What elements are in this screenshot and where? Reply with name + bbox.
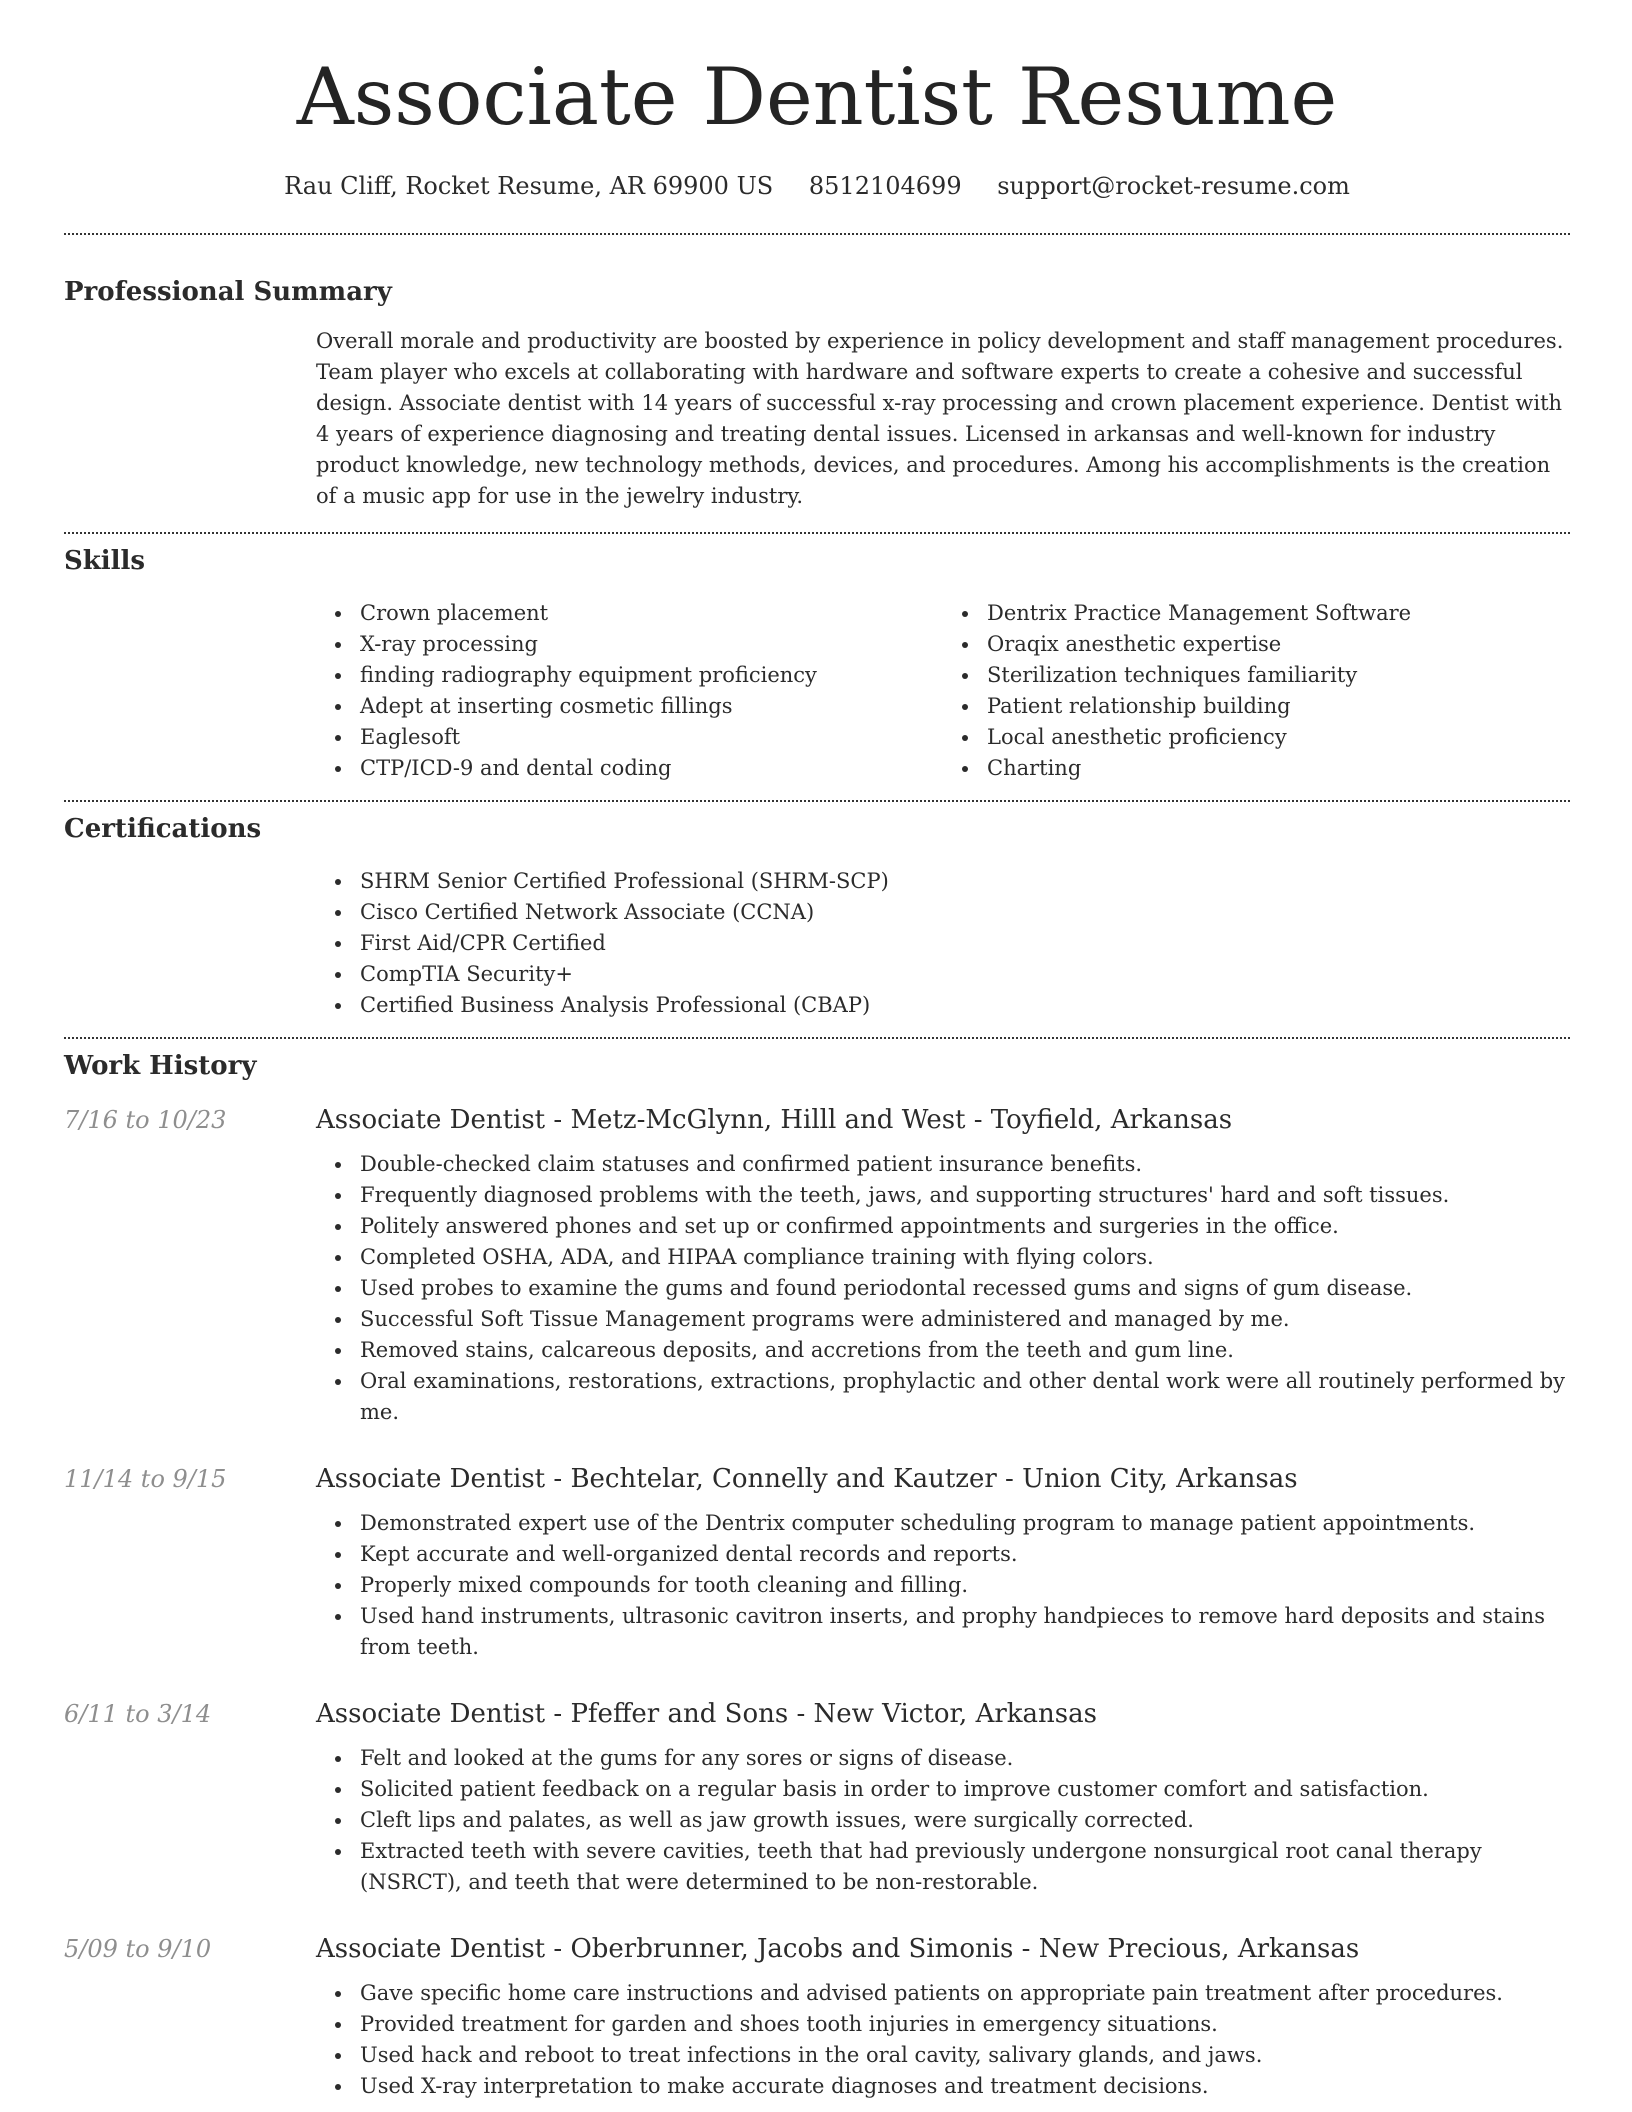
contact-email: support@rocket-resume.com [997, 172, 1350, 200]
skill-item: Crown placement [360, 598, 943, 629]
certification-item: First Aid/CPR Certified [360, 928, 1570, 959]
page-title: Associate Dentist Resume [296, 51, 1338, 143]
job-dates: 6/11 to 3/14 [64, 1700, 212, 1728]
job-bullet: Kept accurate and well-organized dental records and reports. [360, 1539, 1570, 1570]
skill-item: Sterilization techniques familiarity [987, 660, 1570, 691]
skills-list [316, 598, 1570, 784]
job-bullet: Politely answered phones and set up or confirmed appointments and surgeries in the office. [360, 1211, 1570, 1242]
skill-item: Local anesthetic proficiency [987, 722, 1570, 753]
skill-item: Eaglesoft [360, 722, 943, 753]
skill-item: Oraqix anesthetic expertise [987, 629, 1570, 660]
divider [64, 1037, 1570, 1039]
skill-item: Adept at inserting cosmetic fillings [360, 691, 943, 722]
job-bullet: Felt and looked at the gums for any sores or signs of disease. [360, 1743, 1570, 1774]
job-title: Associate Dentist - Oberbrunner, Jacobs and Simonis - New Precious, Arkansas [316, 1934, 1360, 1964]
job-dates: 7/16 to 10/23 [64, 1106, 227, 1134]
contact-phone: 8512104699 [808, 172, 962, 200]
skill-item: Patient relationship building [987, 691, 1570, 722]
job-bullet: Properly mixed compounds for tooth cleaning and filling. [360, 1570, 1570, 1601]
resume-page [64, 0, 1570, 2102]
certification-item: Cisco Certified Network Associate (CCNA) [360, 897, 1570, 928]
divider [64, 532, 1570, 534]
certifications-list [316, 866, 1570, 1021]
job-bullet: Demonstrated expert use of the Dentrix computer scheduling program to manage patient appointments. [360, 1508, 1570, 1539]
skills-column-left [316, 598, 943, 784]
contact-line [64, 169, 1570, 203]
job-bullet: Used hand instruments, ultrasonic cavitron inserts, and prophy handpieces to remove hard deposits and stains from teeth. [360, 1601, 1570, 1663]
job-entry [64, 1697, 1570, 1898]
divider [64, 233, 1570, 235]
job-bullet: Frequently diagnosed problems with the teeth, jaws, and supporting structures' hard and soft tissues. [360, 1180, 1570, 1211]
job-bullet: Completed OSHA, ADA, and HIPAA compliance training with flying colors. [360, 1242, 1570, 1273]
section-title-skills: Skills [64, 546, 146, 576]
certification-item: SHRM Senior Certified Professional (SHRM-SCP) [360, 866, 1570, 897]
job-dates: 11/14 to 9/15 [64, 1465, 227, 1493]
job-bullet: Double-checked claim statuses and confirmed patient insurance benefits. [360, 1149, 1570, 1180]
divider [64, 800, 1570, 802]
job-bullet: Extracted teeth with severe cavities, teeth that had previously undergone nonsurgical root canal therapy (NSRCT), and teeth that were determined to be non-restorable. [360, 1836, 1570, 1898]
job-bullet: Removed stains, calcareous deposits, and accretions from the teeth and gum line. [360, 1335, 1570, 1366]
job-bullet: Cleft lips and palates, as well as jaw growth issues, were surgically corrected. [360, 1805, 1570, 1836]
skill-item: X-ray processing [360, 629, 943, 660]
section-title-summary: Professional Summary [64, 277, 392, 307]
job-bullet: Used probes to examine the gums and found periodontal recessed gums and signs of gum disease. [360, 1273, 1570, 1304]
section-title-certifications: Certifications [64, 814, 262, 844]
job-bullet: Used X-ray interpretation to make accurate diagnoses and treatment decisions. [360, 2071, 1570, 2102]
section-title-work-history: Work History [64, 1051, 257, 1081]
summary-text: Overall morale and productivity are boosted by experience in policy development and staff management procedures. Team player who excels at collaborating with hardware and software experts to create a cohesive and successful design. Associate dentist with 14 years of successful x-ray processing and crown placement experience. Dentist with 4 years of experience diagnosing and treating dental issues. Licensed in arkansas and well-known for industry product knowledge, new technology methods, devices, and procedures. Among his accomplishments is the creation of a music app for use in the jewelry industry. [316, 329, 1564, 508]
job-entry [64, 1462, 1570, 1663]
skills-column-right [943, 598, 1570, 784]
certification-item: Certified Business Analysis Professional (CBAP) [360, 990, 1570, 1021]
job-bullet: Used hack and reboot to treat infections in the oral cavity, salivary glands, and jaws. [360, 2040, 1570, 2071]
job-bullet: Provided treatment for garden and shoes tooth injuries in emergency situations. [360, 2009, 1570, 2040]
skill-item: CTP/ICD-9 and dental coding [360, 753, 943, 784]
job-bullet: Gave specific home care instructions and advised patients on appropriate pain treatment after procedures. [360, 1978, 1570, 2009]
certification-item: CompTIA Security+ [360, 959, 1570, 990]
contact-address: Rau Cliff, Rocket Resume, AR 69900 US [284, 172, 774, 200]
job-bullet: Successful Soft Tissue Management programs were administered and managed by me. [360, 1304, 1570, 1335]
job-title: Associate Dentist - Pfeffer and Sons - New Victor, Arkansas [316, 1699, 1097, 1729]
job-entry [64, 1103, 1570, 1428]
job-title: Associate Dentist - Bechtelar, Connelly and Kautzer - Union City, Arkansas [316, 1464, 1298, 1494]
job-entry [64, 1932, 1570, 2102]
job-bullet: Solicited patient feedback on a regular basis in order to improve customer comfort and satisfaction. [360, 1774, 1570, 1805]
job-dates: 5/09 to 9/10 [64, 1935, 212, 1963]
job-bullet: Oral examinations, restorations, extractions, prophylactic and other dental work were all routinely performed by me. [360, 1366, 1570, 1428]
skill-item: Dentrix Practice Management Software [987, 598, 1570, 629]
skill-item: finding radiography equipment proficiency [360, 660, 943, 691]
skill-item: Charting [987, 753, 1570, 784]
job-title: Associate Dentist - Metz-McGlynn, Hilll and West - Toyfield, Arkansas [316, 1105, 1233, 1135]
